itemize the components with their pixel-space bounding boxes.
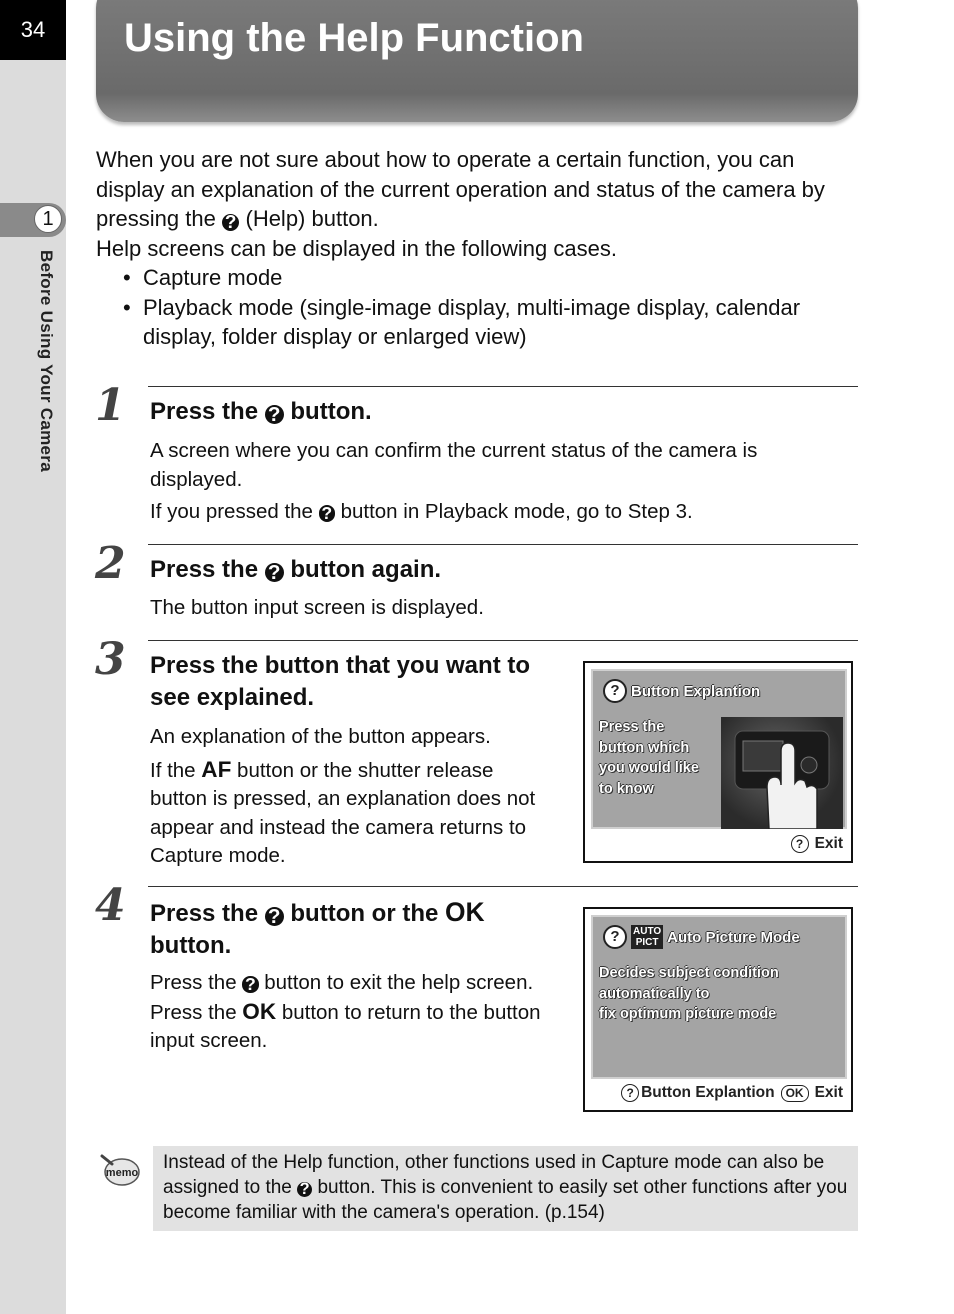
- step-divider: [148, 886, 858, 887]
- memo-note: Instead of the Help function, other functions used in Capture mode can also be assigned to the ? button. This is convenient to easily set other functions after you become familiar with the camera's operation. (p.154): [153, 1146, 858, 1231]
- help-button-icon: ?: [297, 1182, 312, 1197]
- ok-button-label: OK: [445, 897, 485, 927]
- intro-paragraph: When you are not sure about how to operate a certain function, you can display an explanation of the current operation and status of the camera by pressing the ? (Help) button.: [96, 147, 825, 233]
- step-number: 4: [95, 880, 126, 931]
- step-divider: [148, 544, 858, 545]
- svg-text:memo: memo: [105, 1167, 139, 1179]
- help-button-icon: ?: [265, 405, 284, 424]
- help-icon: ?: [791, 835, 809, 853]
- step-heading: Press the ? button again.: [150, 556, 442, 584]
- page-title: Using the Help Function: [124, 16, 584, 60]
- page-number: 34: [0, 0, 66, 60]
- step-body: An explanation of the button appears. If the AF button or the shutter release button is pressed, an explanation does not appear and instead the camera returns to Capture mode.: [150, 725, 536, 867]
- list-item: • Playback mode (single-image display, multi-image display, calendar display, folder display or enlarged view): [96, 293, 866, 352]
- intro-section: [96, 145, 866, 352]
- step-number: 1: [95, 380, 126, 431]
- step-number: 2: [95, 538, 126, 589]
- auto-pict-mode-icon: AUTO PICT: [633, 926, 662, 948]
- step-number: 3: [95, 634, 126, 685]
- help-screen-button-explanation: [583, 661, 853, 863]
- chapter-title: Before Using Your Camera: [37, 250, 56, 472]
- intro-cases: Help screens can be displayed in the following cases.: [96, 235, 617, 261]
- step-body: The button input screen is displayed.: [150, 596, 484, 619]
- step-divider: [148, 386, 858, 387]
- button-explanation-label: Button Explantion: [641, 1084, 775, 1101]
- lcd-display: [591, 915, 847, 1079]
- help-button-icon: ?: [319, 505, 335, 521]
- step-heading: Press the ? button.: [150, 398, 372, 426]
- help-button-icon: ?: [265, 907, 284, 926]
- chapter-sidebar: [0, 0, 66, 1314]
- ok-icon: OK: [781, 1085, 809, 1102]
- chapter-number: 1: [34, 205, 62, 233]
- camera-hand-image: [721, 717, 843, 829]
- lcd-message: Decides subject condition automatically to fix optimum picture mode: [599, 965, 779, 1022]
- help-button-icon: ?: [265, 563, 284, 582]
- lcd-message: Press the button which you would like to know: [599, 719, 699, 797]
- list-item: • Capture mode: [96, 263, 866, 293]
- cases-list: [96, 263, 866, 352]
- lcd-title: Button Explantion: [631, 682, 761, 700]
- help-button-icon: ?: [242, 976, 258, 992]
- camera-hand-icon: [721, 717, 843, 829]
- step-body: Press the ? button to exit the help screen. Press the OK button to return to the button input screen.: [150, 971, 541, 1052]
- step-divider: [148, 640, 858, 641]
- lcd-display: [591, 669, 847, 829]
- exit-label: Exit: [814, 1084, 843, 1101]
- help-screen-auto-picture: [583, 907, 853, 1112]
- help-icon: ?: [603, 679, 627, 703]
- lcd-title: Auto Picture Mode: [667, 928, 800, 946]
- step-heading: Press the button that you want to see explained.: [150, 652, 531, 711]
- help-button-icon: ?: [222, 214, 239, 231]
- af-button-label: AF: [201, 756, 232, 782]
- step-heading: Press the ? button or the OK button.: [150, 897, 485, 959]
- step-body: A screen where you can confirm the current status of the camera is displayed. If you pressed the ? button in Playback mode, go to Step 3.: [150, 439, 758, 524]
- help-icon: ?: [621, 1084, 639, 1102]
- memo-icon: [100, 1152, 140, 1188]
- help-icon: ?: [603, 925, 627, 949]
- ok-button-label: OK: [242, 998, 277, 1024]
- exit-label: Exit: [814, 835, 843, 852]
